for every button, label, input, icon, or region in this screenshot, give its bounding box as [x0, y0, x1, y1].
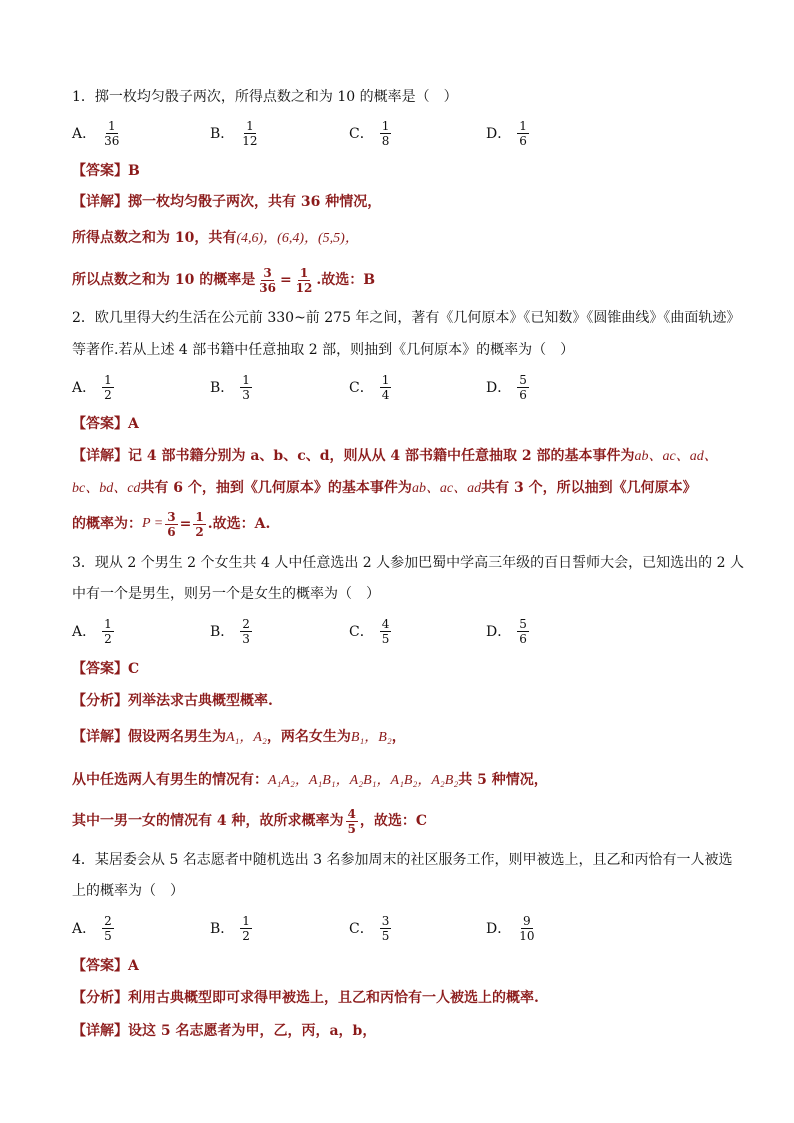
numerator: 2	[104, 913, 112, 928]
detail-text: 设这 5 名志愿者为甲，乙，丙，a，b，	[128, 1023, 377, 1039]
answer-label: 【答案】	[72, 958, 128, 974]
option-letter: D．	[486, 126, 512, 142]
detail-text: 其中一男一女的情况有 4 种，故所求概率为	[72, 813, 344, 829]
option-letter: B．	[210, 921, 235, 937]
math-expression: P =	[142, 516, 164, 531]
detail-text: .故选：B	[316, 272, 376, 288]
detail-text: 共 5 种情况，	[458, 772, 548, 788]
q4-detail-1	[72, 1021, 376, 1041]
denominator: 5	[347, 821, 356, 836]
option-letter: C．	[349, 921, 374, 937]
numerator: 3	[263, 265, 272, 280]
numerator: 1	[104, 372, 112, 387]
q3-detail-3	[72, 804, 427, 838]
q3-option-d	[486, 614, 531, 648]
q3-option-b	[210, 614, 254, 648]
detail-text: 记 4 部书籍分别为 a、b、c、d，则从从 4 部书籍中任意抽取 2 部的基本事件为	[128, 448, 635, 464]
denominator: 3	[242, 631, 250, 646]
fraction	[294, 266, 315, 295]
q3-analysis	[72, 691, 273, 711]
q3-option-c	[349, 614, 393, 648]
option-letter: D．	[486, 380, 512, 396]
fraction	[240, 617, 252, 646]
q2-detail-1	[72, 446, 718, 467]
fraction	[517, 373, 529, 402]
numerator: 3	[167, 509, 176, 524]
q2-stem-line-2: 等著作.若从上述 4 部书籍中任意抽取 2 部，则抽到《几何原本》的概率为（ ）	[72, 342, 575, 358]
detail-text: ，两名女生为	[266, 729, 351, 745]
q4-answer	[72, 956, 139, 976]
q3-answer	[72, 659, 139, 679]
q2-option-c	[349, 370, 393, 404]
math-expression: ab、ac、ad、	[634, 449, 718, 464]
fraction	[240, 119, 259, 148]
analysis-text: 列举法求古典概型概率.	[128, 693, 273, 709]
option-letter: B．	[210, 624, 235, 640]
math-expression: A₁A₂，A₁B₁，A₂B₁，A₁B₂，A₂B₂	[268, 773, 459, 788]
math-expression: A₁，A₂	[226, 730, 267, 745]
option-letter: D．	[486, 624, 512, 640]
math-expression: (4,6)，(6,4)，(5,5)，	[236, 231, 359, 246]
fraction	[102, 617, 114, 646]
denominator: 2	[195, 524, 204, 539]
math-expression: bc、bd、cd	[72, 481, 141, 496]
numerator: 1	[246, 118, 254, 133]
option-letter: A．	[72, 921, 97, 937]
fraction	[380, 914, 392, 943]
q2-option-d	[486, 370, 531, 404]
q1-detail-1	[72, 192, 381, 212]
q4-option-c	[349, 911, 393, 945]
option-letter: A．	[72, 624, 97, 640]
detail-label: 【详解】	[72, 1023, 128, 1039]
q4-option-d	[486, 911, 539, 945]
denominator: 5	[104, 928, 112, 943]
detail-label: 【详解】	[72, 448, 128, 464]
answer-label: 【答案】	[72, 661, 128, 677]
q1-option-d	[486, 116, 531, 150]
q3-options	[72, 614, 732, 648]
numerator: 4	[381, 616, 390, 631]
fraction	[102, 119, 121, 148]
q1-answer	[72, 161, 140, 181]
numerator: 1	[195, 509, 204, 524]
q1-detail-2	[72, 228, 359, 249]
option-letter: B．	[210, 126, 235, 142]
detail-text: 的概率为：	[72, 516, 142, 532]
fraction	[380, 119, 392, 148]
denominator: 6	[167, 524, 176, 539]
q4-option-a	[72, 911, 116, 945]
fraction	[257, 266, 278, 295]
denominator: 2	[104, 631, 112, 646]
q1-option-a	[72, 116, 123, 150]
numerator: 5	[519, 616, 527, 631]
numerator: 2	[242, 616, 250, 631]
q2-detail-3	[72, 507, 270, 541]
denominator: 8	[381, 133, 390, 148]
q3-option-a	[72, 614, 116, 648]
detail-text: 从中任选两人有男生的情况有：	[72, 772, 268, 788]
numerator: 3	[381, 913, 390, 928]
detail-text: .故选：A.	[207, 516, 271, 532]
denominator: 2	[242, 928, 250, 943]
denominator: 36	[104, 133, 120, 148]
answer-label: 【答案】	[72, 416, 128, 432]
q3-detail-1	[72, 727, 406, 748]
denominator: 36	[259, 280, 276, 295]
fraction	[165, 510, 177, 539]
option-letter: A．	[72, 380, 97, 396]
denominator: 5	[381, 631, 390, 646]
fraction	[380, 373, 392, 402]
analysis-label: 【分析】	[72, 693, 128, 709]
denominator: 2	[104, 387, 112, 402]
q2-detail-2	[72, 478, 697, 499]
q4-options	[72, 911, 732, 945]
denominator: 6	[519, 387, 527, 402]
numerator: 1	[381, 118, 390, 133]
q2-stem-line-1: 2．欧几里得大约生活在公元前 330~前 275 年之间，著有《几何原本》《已知数》《圆锥曲线》《曲面轨迹》	[72, 310, 741, 326]
numerator: 9	[523, 913, 531, 928]
denominator: 6	[519, 133, 527, 148]
q4-option-b	[210, 911, 254, 945]
fraction	[240, 373, 252, 402]
numerator: 1	[519, 118, 527, 133]
equals-sign: =	[279, 272, 292, 288]
numerator: 1	[381, 372, 390, 387]
fraction	[517, 617, 529, 646]
denominator: 5	[381, 928, 390, 943]
detail-text: 共有 6 个，抽到《几何原本》的基本事件为	[140, 480, 412, 496]
numerator: 1	[242, 372, 250, 387]
option-letter: D．	[486, 921, 512, 937]
detail-label: 【详解】	[72, 194, 128, 210]
answer-label: 【答案】	[72, 163, 128, 179]
q2-answer	[72, 414, 139, 434]
q3-stem-line-2: 中有一个是男生，则另一个是女生的概率为（ ）	[72, 586, 380, 602]
numerator: 1	[104, 616, 112, 631]
analysis-text: 利用古典概型即可求得甲被选上，且乙和丙恰有一人被选上的概率.	[128, 990, 539, 1006]
detail-text: ，故选：C	[359, 813, 428, 829]
equals-sign: =	[179, 516, 192, 532]
math-expression: ab、ac、ad	[411, 481, 482, 496]
detail-text: ，	[391, 729, 406, 745]
fraction	[346, 807, 358, 836]
q4-stem-line-1: 4．某居委会从 5 名志愿者中随机选出 3 名参加周末的社区服务工作，则甲被选上，且乙和丙恰有一人被选	[72, 852, 733, 868]
numerator: 1	[107, 118, 116, 133]
q1-option-c	[349, 116, 393, 150]
q1-stem: 1．掷一枚均匀骰子两次，所得点数之和为 10 的概率是（ ）	[72, 89, 458, 105]
q1-options	[72, 116, 732, 150]
q2-options	[72, 370, 732, 404]
option-letter: A．	[72, 126, 97, 142]
analysis-label: 【分析】	[72, 990, 128, 1006]
detail-text: 所得点数之和为 10，共有	[72, 230, 237, 246]
denominator: 4	[381, 387, 390, 402]
denominator: 12	[242, 133, 258, 148]
fraction	[102, 914, 114, 943]
numerator: 5	[519, 372, 527, 387]
q2-option-b	[210, 370, 254, 404]
math-expression: B₁，B₂	[350, 730, 392, 745]
detail-text: 掷一枚均匀骰子两次，共有 36 种情况，	[128, 194, 382, 210]
denominator: 10	[519, 928, 535, 943]
fraction	[517, 119, 529, 148]
answer-value: A	[128, 958, 139, 974]
fraction	[240, 914, 252, 943]
numerator: 1	[299, 265, 309, 280]
q4-analysis	[72, 988, 539, 1008]
option-letter: C．	[349, 126, 374, 142]
answer-value: C	[128, 661, 140, 677]
option-letter: C．	[349, 624, 374, 640]
answer-value: A	[128, 416, 139, 432]
fraction	[193, 510, 205, 539]
denominator: 12	[295, 280, 313, 295]
denominator: 3	[242, 387, 250, 402]
fraction	[380, 617, 392, 646]
fraction	[102, 373, 114, 402]
numerator: 4	[347, 806, 356, 821]
q3-detail-2	[72, 770, 548, 791]
q1-option-b	[210, 116, 262, 150]
answer-value: B	[128, 163, 140, 179]
q1-detail-3	[72, 263, 375, 297]
option-letter: B．	[210, 380, 235, 396]
option-letter: C．	[349, 380, 374, 396]
denominator: 6	[519, 631, 527, 646]
fraction	[517, 914, 536, 943]
q2-option-a	[72, 370, 116, 404]
detail-text: 所以点数之和为 10 的概率是	[72, 272, 256, 288]
q4-stem-line-2: 上的概率为（ ）	[72, 883, 184, 899]
detail-text: 假设两名男生为	[128, 729, 226, 745]
numerator: 1	[242, 913, 250, 928]
detail-label: 【详解】	[72, 729, 128, 745]
detail-text: 共有 3 个，所以抽到《几何原本》	[481, 480, 697, 496]
q3-stem-line-1: 3．现从 2 个男生 2 个女生共 4 人中任意选出 2 人参加巴蜀中学高三年级的百日誓师大会，已知选出的 2 人	[72, 555, 744, 571]
